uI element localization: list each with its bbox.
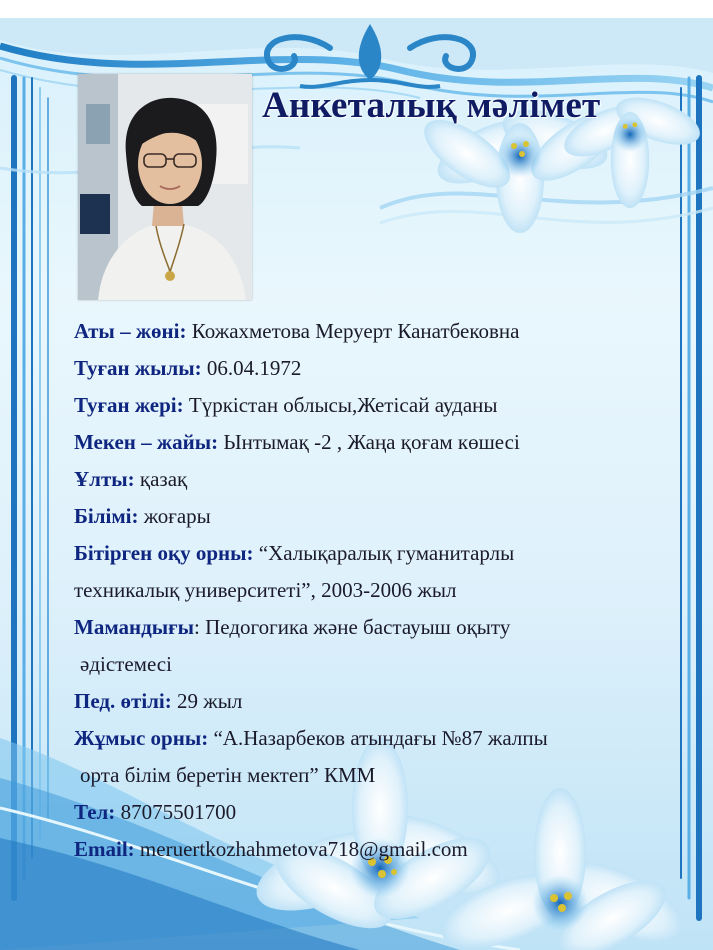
field-label: Білімі: [74,504,139,528]
field-graduated [74,535,694,572]
field-value: : Педогогика және бастауыш оқыту [194,615,511,639]
field-value: әдістемесі [80,652,172,676]
profile-card [0,18,713,950]
field-label: Туған жері: [74,393,184,417]
field-workplace-cont [74,757,694,794]
field-label: Мекен – жайы: [74,430,219,454]
page-title: Анкеталық мәлімет [262,85,601,126]
field-nationality [74,461,694,498]
field-email [74,831,694,868]
field-value: 87075501700 [115,800,237,824]
field-value: “Халықаралық гуманитарлы [253,541,515,565]
field-value: қазақ [134,467,188,491]
field-label: Туған жылы: [74,356,202,380]
field-specialty-cont [74,646,694,683]
field-birthplace [74,387,694,424]
field-value: жоғары [138,504,211,528]
field-value: “А.Назарбеков атындағы №87 жалпы [208,726,548,750]
field-value: техникалық университеті”, 2003-2006 жыл [74,578,457,602]
field-label: Мамандығы [74,615,195,639]
field-label: Жұмыс орны: [74,726,209,750]
field-phone [74,794,694,831]
profile-photo [78,74,252,300]
field-name [74,313,694,350]
field-value: meruertkozhahmetova718@gmail.com [134,837,468,861]
field-address [74,424,694,461]
field-label: Email: [74,837,135,861]
field-workplace [74,720,694,757]
field-value: Ынтымақ -2 , Жаңа қоғам көшесі [218,430,520,454]
field-value: Түркістан облысы,Жетісай ауданы [183,393,498,417]
field-value: орта білім беретін мектеп” КММ [80,763,376,787]
field-label: Пед. өтілі: [74,689,172,713]
field-value: Кожахметова Меруерт Канатбековна [186,319,520,343]
field-education [74,498,694,535]
field-label: Ұлты: [74,467,135,491]
field-label: Аты – жөні: [74,319,187,343]
field-value: 06.04.1972 [201,356,302,380]
field-value: 29 жыл [171,689,243,713]
field-specialty [74,609,694,646]
profile-info [74,313,694,868]
field-label: Бітірген оқу орны: [74,541,254,565]
avatar [78,74,252,300]
field-label: Тел: [74,800,116,824]
field-birthyear [74,350,694,387]
field-graduated-cont [74,572,694,609]
field-experience [74,683,694,720]
